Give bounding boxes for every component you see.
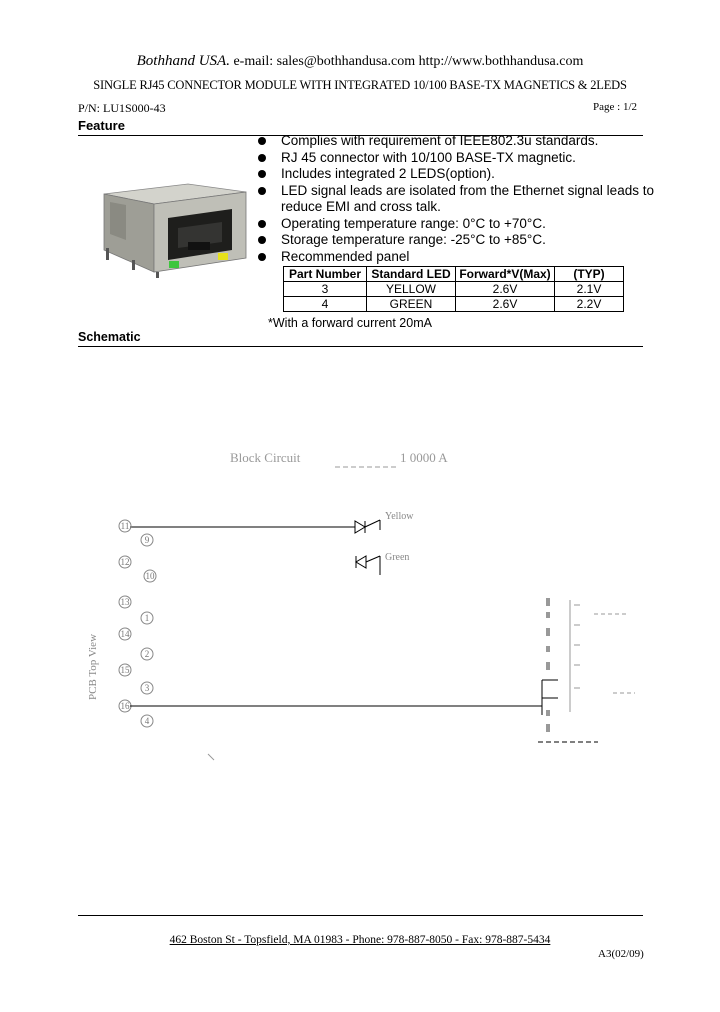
svg-text:11: 11 [120, 521, 130, 531]
svg-text:10: 10 [145, 571, 155, 581]
svg-text:16: 16 [120, 701, 130, 711]
svg-text:15: 15 [120, 665, 130, 675]
svg-text:2: 2 [144, 649, 150, 659]
table-row [284, 282, 624, 297]
feature-list [258, 133, 658, 265]
pcb-view-label: PCB Top View [87, 633, 99, 700]
yellow-led-icon [218, 253, 228, 260]
bullet-icon [258, 154, 266, 162]
svg-text:14: 14 [120, 629, 130, 639]
bullet-icon [258, 170, 266, 178]
schematic-heading: Schematic [78, 330, 141, 344]
table-row [284, 297, 624, 312]
document-title: SINGLE RJ45 CONNECTOR MODULE WITH INTEGRATED 10/100 BASE-TX MAGNETICS & 2LEDS [93, 78, 627, 92]
table-footnote: *With a forward current 20mA [268, 316, 432, 330]
page-number: Page : 1/2 [593, 101, 637, 113]
svg-text:12: 12 [120, 557, 130, 567]
bullet-icon [258, 220, 266, 228]
contact-info: e-mail: sales@bothhandusa.com http://www.bothhandusa.com [233, 54, 584, 69]
rj45-connector-photo [96, 180, 248, 280]
svg-text:13: 13 [120, 597, 130, 607]
table-cell: 4 [284, 297, 367, 312]
footer-address: 462 Boston St - Topsfield, MA 01983 - Phone: 978-887-8050 - Fax: 978-887-5434 [169, 934, 551, 946]
table-header: Forward*V(Max) [456, 267, 555, 282]
svg-text:1 0000 A: 1 0000 A [400, 450, 448, 465]
bullet-icon [258, 236, 266, 244]
led-spec-table [283, 266, 624, 312]
bullet-icon [258, 253, 266, 261]
part-number: P/N: LU1S000-43 [78, 101, 166, 115]
table-cell: 2.2V [555, 297, 624, 312]
feature-item: RJ 45 connector with 10/100 BASE-TX magnetic. [258, 150, 658, 167]
svg-text:9: 9 [144, 535, 150, 545]
feature-item: Storage temperature range: -25°C to +85°C. [258, 232, 658, 249]
bullet-icon [258, 187, 266, 195]
brand-name: Bothhand USA. [136, 53, 230, 69]
green-led-label: Green [385, 552, 410, 563]
feature-item: Recommended panel [258, 249, 658, 266]
svg-text:3: 3 [144, 683, 150, 693]
svg-text:1: 1 [144, 613, 150, 623]
table-cell: 2.1V [555, 282, 624, 297]
feature-item: Complies with requirement of IEEE802.3u standards. [258, 133, 658, 150]
table-header: Standard LED [367, 267, 456, 282]
svg-text:4: 4 [144, 716, 150, 726]
header-contact-line [0, 53, 720, 70]
feature-item: Includes integrated 2 LEDS(option). [258, 166, 658, 183]
table-cell: YELLOW [367, 282, 456, 297]
footer-divider [78, 915, 643, 916]
bullet-icon [258, 137, 266, 145]
feature-item: Operating temperature range: 0°C to +70°C. [258, 216, 658, 233]
document-code: A3(02/09) [598, 948, 644, 960]
block-title: Block Circuit [230, 450, 301, 465]
table-header: (TYP) [555, 267, 624, 282]
table-cell: 3 [284, 282, 367, 297]
green-led-icon [169, 261, 179, 268]
table-header: Part Number [284, 267, 367, 282]
feature-item: LED signal leads are isolated from the Ethernet signal leads to reduce EMI and cross talk. [258, 183, 658, 216]
table-cell: 2.6V [456, 297, 555, 312]
table-cell: 2.6V [456, 282, 555, 297]
yellow-led-label: Yellow [385, 511, 414, 522]
table-cell: GREEN [367, 297, 456, 312]
schematic-divider [78, 346, 643, 347]
schematic-diagram [80, 440, 650, 770]
feature-heading: Feature [78, 118, 125, 133]
